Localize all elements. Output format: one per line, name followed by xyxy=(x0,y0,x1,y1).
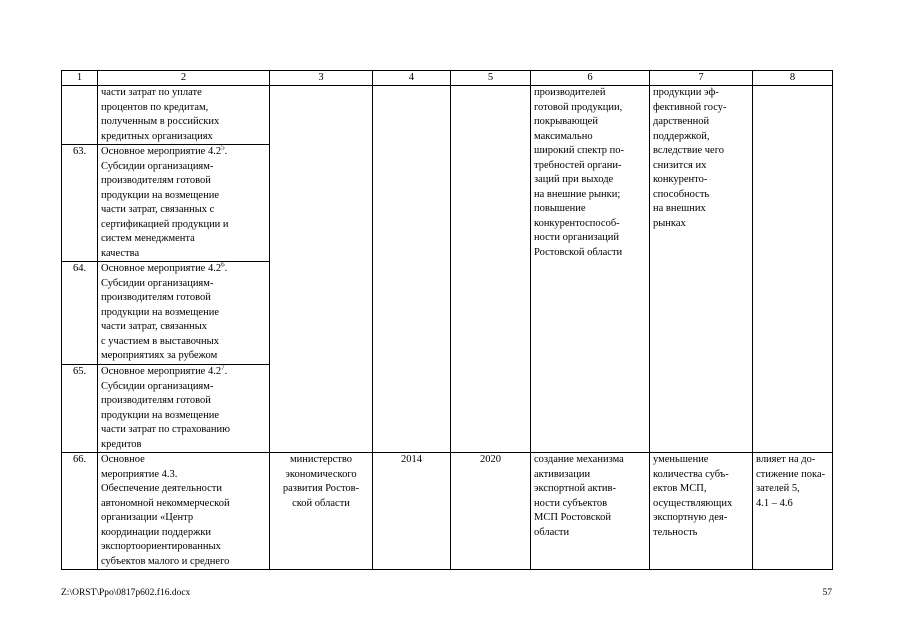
indicator-link-cell: влияет на до- стижение пока- зателей 5, 4.1 – 4.6 xyxy=(753,453,833,570)
row-number: 66. xyxy=(62,453,98,570)
end-year-cell xyxy=(451,86,531,453)
measure-cell: Основное мероприятие 4.3. Обеспечение деятельности автономной некоммерческой организации «Центр координации поддержки экспортоориентированных субъектов малого и среднего xyxy=(98,453,270,570)
start-year-cell xyxy=(373,86,451,453)
col-header: 6 xyxy=(531,71,650,86)
indicator-link-cell xyxy=(753,86,833,453)
executor-cell xyxy=(270,86,373,453)
consequence-cell: уменьшение количества субъ- ектов МСП, осуществляющих экспортную дея- тельность xyxy=(650,453,753,570)
file-path-footer: Z:\ORST\Ppo\0817p602.f16.docx xyxy=(61,588,191,598)
header-row xyxy=(62,71,833,86)
executor-cell: министерство экономического развития Ростов- ской области xyxy=(270,453,373,570)
col-header: 5 xyxy=(451,71,531,86)
col-header: 4 xyxy=(373,71,451,86)
row-number: 64. xyxy=(62,262,98,365)
measure-cell: Основное мероприятие $4.2^5$. Субсидии организациям- производителям готовой продукции на возмещение части затрат, связанных с сертификацией продукции и систем менеджмента качества xyxy=(98,145,270,262)
consequence-cell: продукции эф- фективной госу- дарственной поддержкой, вследствие чего снизится их конкуренто- способность на внешних рынках xyxy=(650,86,753,453)
row-number xyxy=(62,86,98,145)
measure-cell: части затрат по уплате процентов по кредитам, полученным в российских кредитных организациях xyxy=(98,86,270,145)
expected-result-cell: производителей готовой продукции, покрывающей максимально широкий спектр по- требностей органи- заций при выходе на внешние рынки; повышение конкурентоспособ- ности организаций Ростовской области xyxy=(531,86,650,453)
table-row xyxy=(62,86,833,145)
col-header: 7 xyxy=(650,71,753,86)
measures-table xyxy=(61,70,833,570)
row-number: 63. xyxy=(62,145,98,262)
measure-cell: Основное мероприятие $4.2^6$. Субсидии организациям- производителям готовой продукции на возмещение части затрат, связанных с участием в выставочных мероприятиях за рубежом xyxy=(98,262,270,365)
col-header: 3 xyxy=(270,71,373,86)
col-header: 1 xyxy=(62,71,98,86)
col-header: 8 xyxy=(753,71,833,86)
measure-cell: Основное мероприятие $4.2^7$. Субсидии организациям- производителям готовой продукции на возмещение части затрат по страхованию кредитов xyxy=(98,365,270,453)
table-row xyxy=(62,453,833,570)
start-year-cell: 2014 xyxy=(373,453,451,570)
expected-result-cell: создание механизма активизации экспортной актив- ности субъектов МСП Ростовской области xyxy=(531,453,650,570)
col-header: 2 xyxy=(98,71,270,86)
end-year-cell: 2020 xyxy=(451,453,531,570)
row-number: 65. xyxy=(62,365,98,453)
page-number: 57 xyxy=(822,588,832,598)
